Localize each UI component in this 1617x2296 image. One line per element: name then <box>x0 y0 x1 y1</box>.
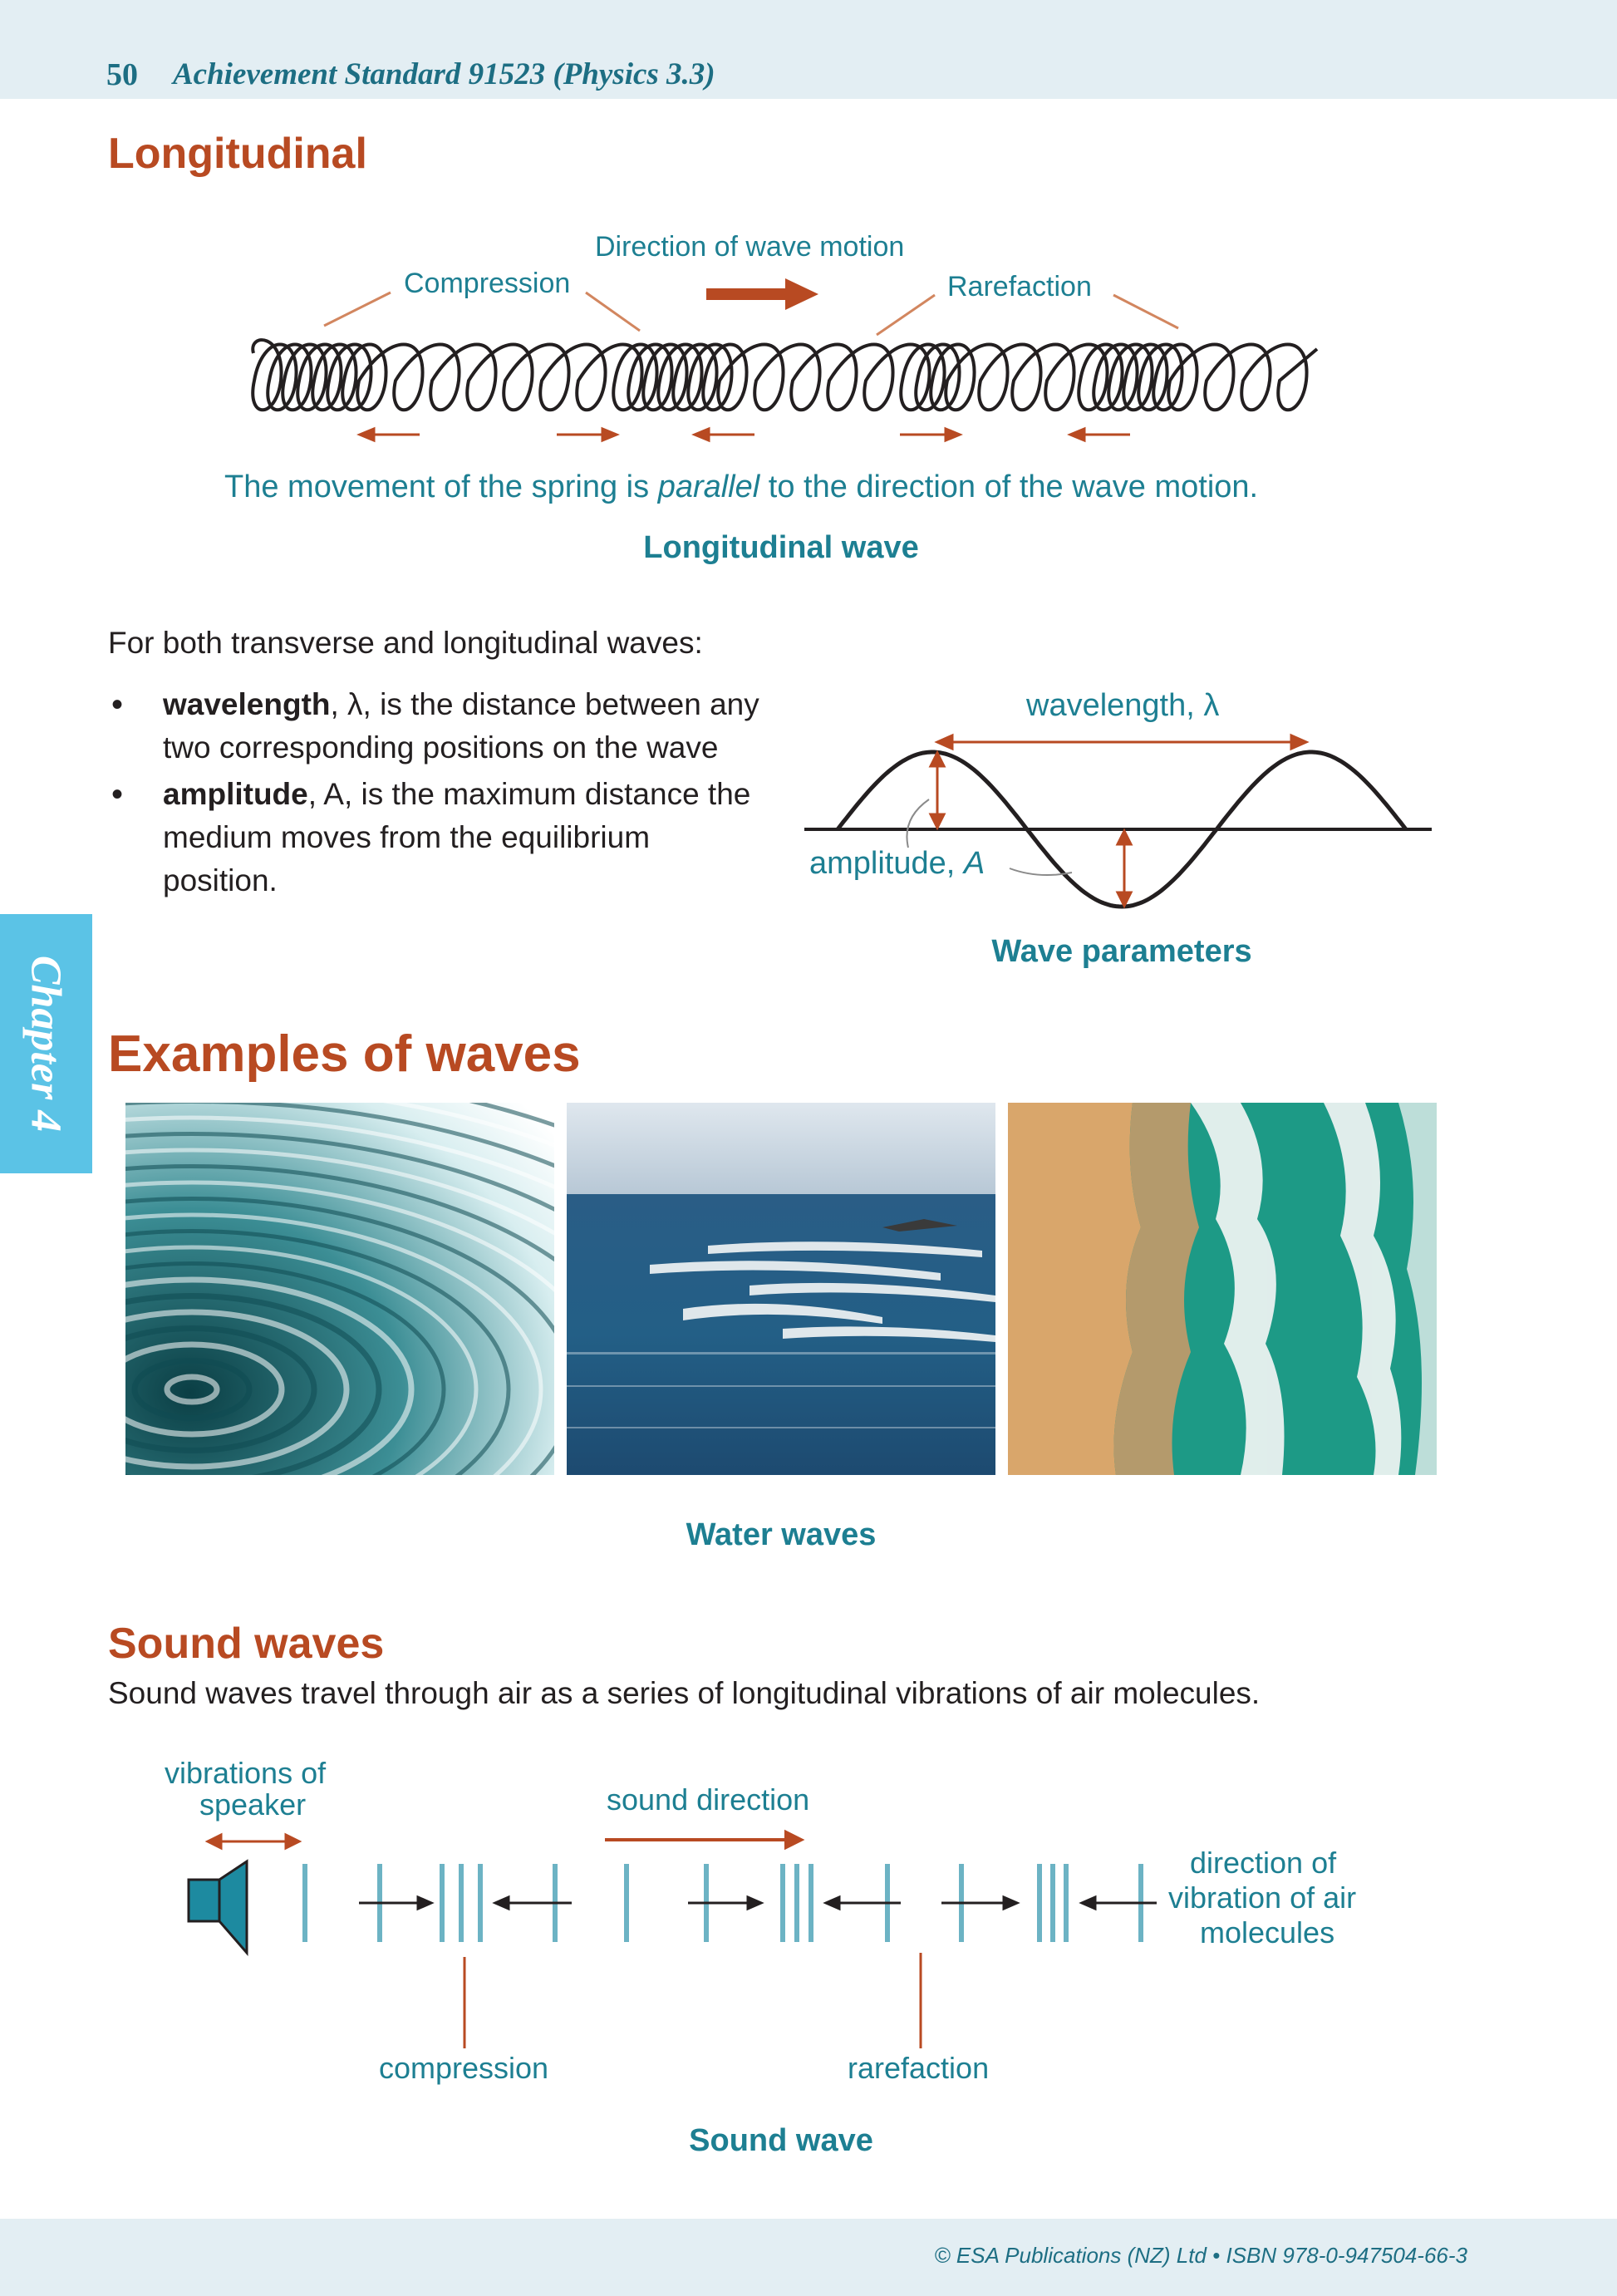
page-number: 50 <box>106 57 138 92</box>
label-rarefaction-sound: rarefaction <box>848 2051 990 2085</box>
label-direction-of-wave-motion: Direction of wave motion <box>595 231 905 263</box>
running-title: Achievement Standard 91523 (Physics 3.3) <box>173 57 715 91</box>
arrow-head-icon <box>748 1897 761 1909</box>
label-direction-of: direction of <box>1190 1846 1337 1880</box>
sound-direction-arrow <box>605 1832 801 1847</box>
amplitude-symbol: A <box>963 846 985 881</box>
term: amplitude <box>163 777 308 811</box>
sentence-part: to the direction of the wave motion. <box>759 470 1259 504</box>
label-molecules: molecules <box>1200 1915 1335 1949</box>
definition: , A, is the maximum distance the medium moves from the equilibrium position. <box>163 777 751 897</box>
label-compression-sound: compression <box>379 2051 549 2085</box>
sentence-part: The movement of the spring is <box>224 470 658 504</box>
double-arrow-vibrations <box>208 1835 299 1848</box>
arrow-head-icon <box>1004 1897 1017 1909</box>
caption-water-waves: Water waves <box>686 1517 877 1552</box>
caption-wave-parameters: Wave parameters <box>991 934 1252 969</box>
term: wavelength <box>163 687 331 721</box>
section-heading-sound: Sound waves <box>108 1620 385 1668</box>
sound-intro: Sound waves travel through air as a series of longitudinal vibrations of air molecules. <box>108 1676 1261 1710</box>
arrow-head-icon <box>495 1897 509 1909</box>
parameters-intro: For both transverse and longitudinal waves: <box>108 626 703 660</box>
label-sound-direction: sound direction <box>607 1782 810 1817</box>
label-vibrations-of: vibrations of <box>165 1756 327 1790</box>
definition: , λ, is the distance between any two corresponding positions on the wave <box>163 687 759 765</box>
chapter-tab-label: Chapter 4 <box>22 955 70 1133</box>
arrow-head-icon <box>418 1897 431 1909</box>
label-vibration-of-air: vibration of air <box>1168 1881 1357 1915</box>
amplitude-text: amplitude, <box>809 846 964 881</box>
label-compression: Compression <box>404 268 571 299</box>
sentence-emphasis: parallel <box>657 470 760 504</box>
bullet-icon: • <box>111 686 124 723</box>
label-rarefaction: Rarefaction <box>947 271 1092 302</box>
caption-sound-wave: Sound wave <box>689 2123 873 2158</box>
caption-longitudinal-wave: Longitudinal wave <box>643 530 919 565</box>
footer-copyright: © ESA Publications (NZ) Ltd • ISBN 978-0-947504-66-3 <box>934 2243 1467 2268</box>
bullet-icon: • <box>111 776 124 813</box>
arrow-head-icon <box>826 1897 839 1909</box>
section-heading-examples: Examples of waves <box>108 1025 581 1083</box>
label-wavelength: wavelength, λ <box>1026 688 1220 723</box>
speaker-icon <box>189 1861 247 1953</box>
arrow-head-icon <box>1082 1897 1095 1909</box>
section-heading-longitudinal: Longitudinal <box>108 130 367 178</box>
label-speaker: speaker <box>199 1787 307 1822</box>
